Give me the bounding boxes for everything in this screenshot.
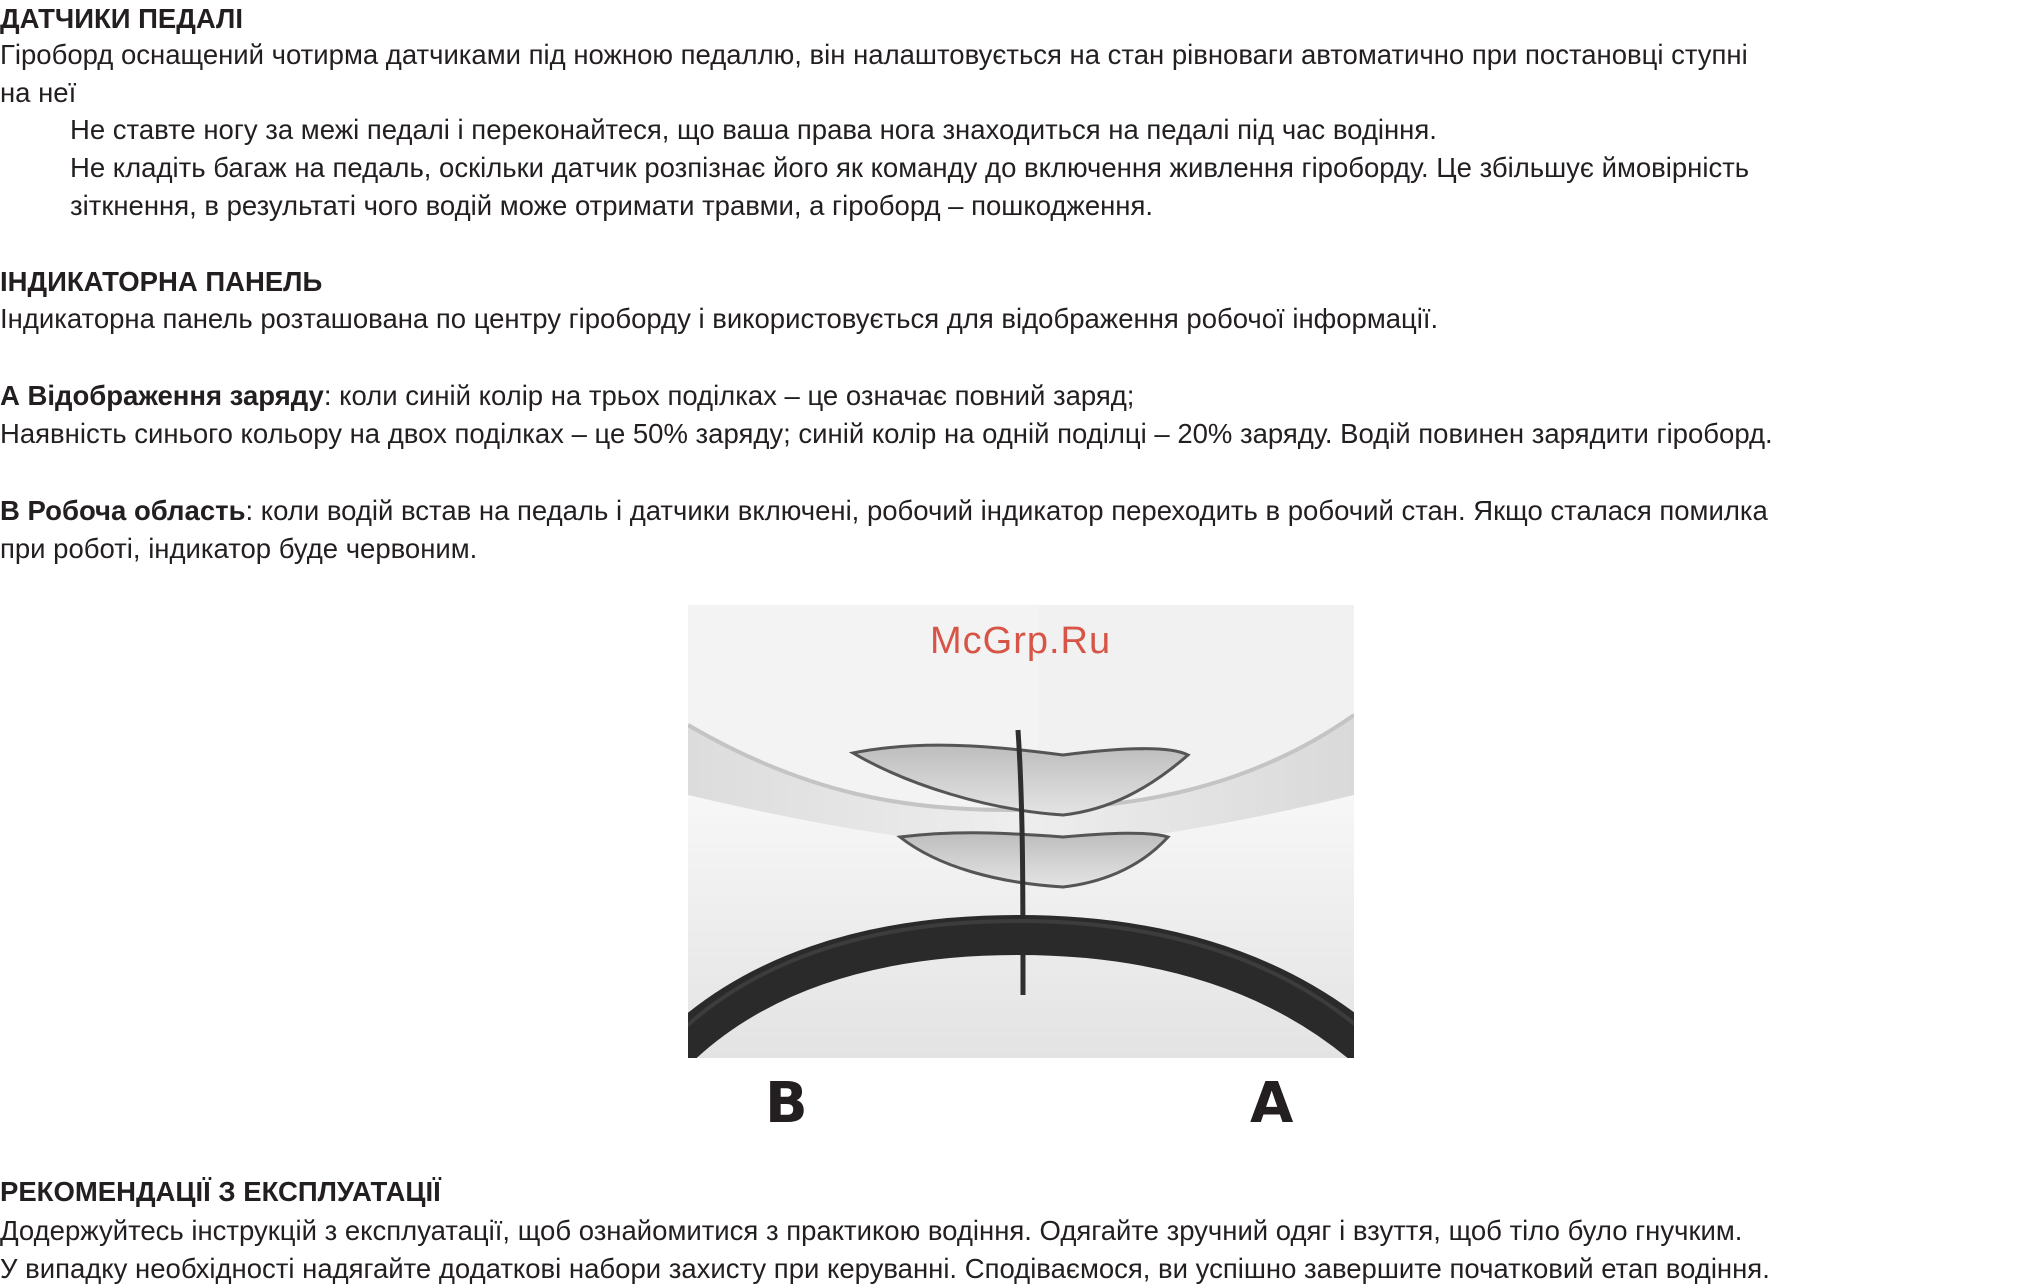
heading-recommendations: РЕКОМЕНДАЦІЇ З ЕКСПЛУАТАЦІЇ xyxy=(0,1176,441,1207)
instruction-line: зіткнення, в результаті чого водій може отримати травми, а гіроборд – пошкодження. xyxy=(70,190,1154,221)
working-area-label: В Робоча область xyxy=(0,495,246,526)
paragraph-line: У випадку необхідності надягайте додаткові набори захисту при керуванні. Сподіваємося, ви успішно завершите початковий етап водіння. xyxy=(0,1253,1770,1284)
heading-indicator-panel: ІНДИКАТОРНА ПАНЕЛЬ xyxy=(0,266,323,297)
charge-display-text: : коли синій колір на трьох поділках – це означає повний заряд; xyxy=(323,380,1135,411)
paragraph-line: на неї xyxy=(0,77,77,108)
figure-label-b: B xyxy=(765,1071,808,1136)
charge-display-line xyxy=(0,377,1134,415)
charge-display-label: А Відображення заряду xyxy=(0,380,324,411)
paragraph-line: Додержуйтесь інструкцій з експлуатації, щоб ознайомитися з практикою водіння. Одягайте зручний одяг і взуття, щоб тіло було гнучким. xyxy=(0,1215,1743,1246)
working-area-line xyxy=(0,492,1768,530)
indicator-panel-photo xyxy=(688,605,1354,1058)
paragraph-line: Наявність синього кольору на двох поділках – це 50% заряду; синій колір на одній поділці – 20% заряду. Водій повинен зарядити гіроборд. xyxy=(0,418,1773,449)
paragraph-line: при роботі, індикатор буде червоним. xyxy=(0,533,478,564)
paragraph-line: Індикаторна панель розташована по центру гіроборду і використовується для відображення робочої інформації. xyxy=(0,303,1439,334)
paragraph-line: Гіроборд оснащений чотирма датчиками під ножною педаллю, він налаштовується на стан рівноваги автоматично при постановці ступні xyxy=(0,39,1748,70)
instruction-line: Не ставте ногу за межі педалі і переконайтеся, що ваша права нога знаходиться на педалі під час водіння. xyxy=(70,114,1437,145)
watermark-text: McGrp.Ru xyxy=(930,620,1112,662)
instruction-line: Не кладіть багаж на педаль, оскільки датчик розпізнає його як команду до включення живлення гіроборду. Це збільшує ймовірність xyxy=(70,152,1750,183)
working-area-text: : коли водій встав на педаль і датчики включені, робочий індикатор переходить в робочий стан. Якщо сталася помилка xyxy=(245,495,1768,526)
heading-pedal-sensors: ДАТЧИКИ ПЕДАЛІ xyxy=(0,3,243,34)
figure-label-a: A xyxy=(1250,1071,1294,1136)
